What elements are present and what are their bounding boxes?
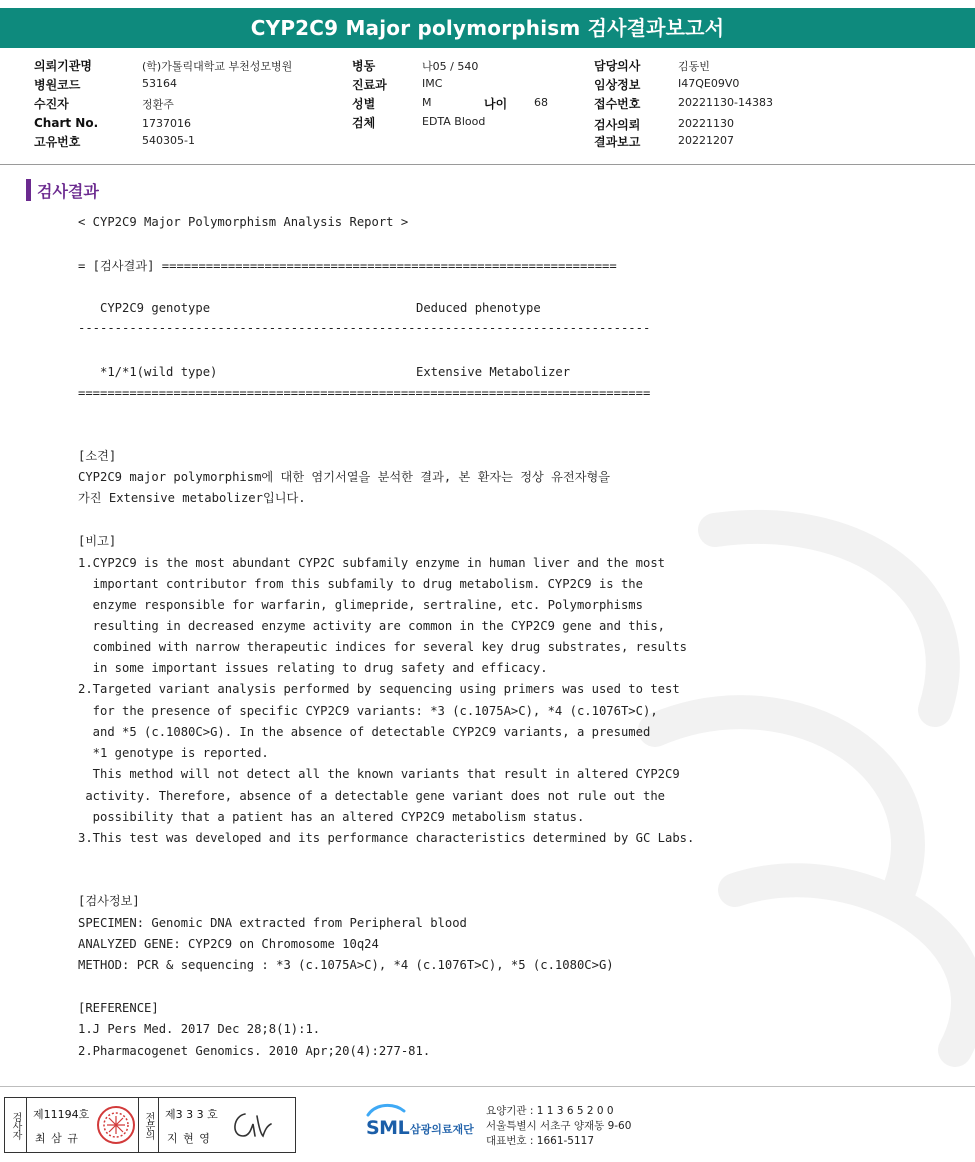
value-sex: M	[422, 96, 432, 109]
remarks-line: possibility that a patient has an altered CYP2C9 metabolism status.	[78, 810, 585, 824]
remarks-line: combined with narrow therapeutic indices for several key drug substrates, results	[78, 640, 688, 654]
value-age: 68	[534, 96, 548, 109]
label-clinical-info: 임상정보	[594, 78, 641, 92]
findings-line: 가진 Extensive metabolizer입니다.	[78, 491, 306, 505]
test-info-line: SPECIMEN: Genomic DNA extracted from Peripheral blood	[78, 916, 467, 930]
sml-swoosh-icon	[366, 1103, 406, 1117]
value-result-report: 20221207	[678, 134, 734, 147]
reference-line: 2.Pharmacogenet Genomics. 2010 Apr;20(4):277-81.	[78, 1044, 431, 1058]
label-specimen: 검체	[352, 116, 376, 130]
eq-rule: ==============================================================================	[78, 386, 651, 400]
label-unique-id: 고유번호	[34, 135, 81, 149]
value-chart-no: 1737016	[142, 117, 191, 130]
remarks-line: This method will not detect all the known variants that result in altered CYP2C9	[78, 767, 680, 781]
label-result-report: 결과보고	[594, 135, 641, 149]
test-info-line: ANALYZED GENE: CYP2C9 on Chromosome 10q24	[78, 937, 379, 951]
label-sex: 성별	[352, 97, 376, 111]
value-specimen: EDTA Blood	[422, 115, 486, 128]
test-info-title: [검사정보]	[78, 894, 140, 908]
report-heading: < CYP2C9 Major Polymorphism Analysis Report >	[78, 215, 409, 229]
doctor-label-cell	[139, 1098, 159, 1152]
remarks-line: and *5 (c.1080C>G). In the absence of detectable CYP2C9 variants, a presumed	[78, 725, 651, 739]
remarks-line: for the presence of specific CYP2C9 variants: *3 (c.1075A>C), *4 (c.1076T>C),	[78, 704, 658, 718]
inspector-label: 검사자	[10, 1111, 21, 1139]
signature-box	[4, 1097, 296, 1153]
remarks-line: 2.Targeted variant analysis performed by sequencing using primers was used to test	[78, 682, 680, 696]
report-title: CYP2C9 Major polymorphism 검사결과보고서	[0, 8, 975, 48]
remarks-line: 1.CYP2C9 is the most abundant CYP2C subfamily enzyme in human liver and the most	[78, 556, 665, 570]
org-name: 삼광의료재단	[410, 1123, 474, 1136]
value-test-request: 20221130	[678, 117, 734, 130]
handwritten-signature-icon	[227, 1106, 275, 1144]
sml-logo-text: SML	[366, 1117, 410, 1139]
patient-info-block	[0, 55, 975, 155]
value-patient: 정환주	[142, 98, 174, 111]
footer-divider	[0, 1086, 975, 1087]
label-test-request: 검사의뢰	[594, 118, 641, 132]
info-divider	[0, 164, 975, 165]
value-requesting-institution: (학)가톨릭대학교 부천성모병원	[142, 60, 293, 73]
value-ward: 나05 / 540	[422, 60, 479, 73]
remarks-line: 3.This test was developed and its performance characteristics determined by GC Labs.	[78, 831, 695, 845]
section-title: 검사결과	[37, 181, 99, 201]
section-accent-bar	[26, 179, 31, 201]
findings-line: CYP2C9 major polymorphism에 대한 염기서열을 분석한 결과, 본 환자는 정상 유전자형을	[78, 470, 611, 484]
result-rule: = [검사결과] ==============================================================	[78, 259, 617, 273]
remarks-line: important contributor from this subfamily to drug metabolism. CYP2C9 is the	[78, 577, 643, 591]
remarks-line: activity. Therefore, absence of a detectable gene variant does not rule out the	[78, 789, 665, 803]
seal-stamp-icon	[95, 1104, 137, 1146]
doctor-label: 전문의	[143, 1111, 154, 1139]
phenotype-value: Extensive Metabolizer	[416, 365, 571, 379]
dash-rule: ------------------------------------------------------------------------------	[78, 321, 651, 335]
value-unique-id: 540305-1	[142, 134, 195, 147]
remarks-line: *1 genotype is reported.	[78, 746, 269, 760]
doctor-name: 지 현 영	[167, 1132, 211, 1145]
inspector-name: 최 삼 규	[35, 1132, 79, 1145]
reference-title: [REFERENCE]	[78, 1001, 159, 1015]
inspector-label-cell	[5, 1098, 27, 1152]
remarks-title: [비고]	[78, 534, 117, 548]
value-receipt-no: 20221130-14383	[678, 96, 773, 109]
findings-title: [소견]	[78, 449, 117, 463]
value-hospital-code: 53164	[142, 77, 177, 90]
institution-info	[486, 1104, 631, 1149]
label-ward: 병동	[352, 59, 376, 73]
genotype-value: *1/*1(wild type)	[100, 365, 218, 379]
remarks-line: resulting in decreased enzyme activity are common in the CYP2C9 gene and this,	[78, 619, 665, 633]
section-heading-results	[26, 179, 99, 201]
value-physician: 김동빈	[678, 60, 710, 73]
label-age: 나이	[484, 97, 508, 111]
remarks-line: in some important issues relating to drug safety and efficacy.	[78, 661, 548, 675]
label-hospital-code: 병원코드	[34, 78, 81, 92]
label-department: 진료과	[352, 78, 387, 92]
label-requesting-institution: 의뢰기관명	[34, 59, 92, 73]
inspector-license-no: 제11194호	[33, 1108, 90, 1121]
institution-code: 요양기관 : 1 1 3 6 5 2 0 0	[486, 1105, 614, 1117]
column-phenotype: Deduced phenotype	[416, 301, 541, 315]
value-clinical-info: I47QE09V0	[678, 77, 740, 90]
label-receipt-no: 접수번호	[594, 97, 641, 111]
value-department: IMC	[422, 77, 443, 90]
doctor-license-no: 제3 3 3 호	[165, 1108, 218, 1121]
column-genotype: CYP2C9 genotype	[100, 301, 211, 315]
institution-address: 서울특별시 서초구 양재동 9-60	[486, 1120, 632, 1132]
institution-phone: 대표번호 : 1661-5117	[486, 1135, 595, 1147]
reference-line: 1.J Pers Med. 2017 Dec 28;8(1):1.	[78, 1022, 321, 1036]
label-chart-no: Chart No.	[34, 116, 99, 130]
remarks-line: enzyme responsible for warfarin, glimepride, sertraline, etc. Polymorphisms	[78, 598, 643, 612]
test-info-line: METHOD: PCR & sequencing : *3 (c.1075A>C), *4 (c.1076T>C), *5 (c.1080C>G)	[78, 958, 614, 972]
label-physician: 담당의사	[594, 59, 641, 73]
label-patient: 수진자	[34, 97, 69, 111]
